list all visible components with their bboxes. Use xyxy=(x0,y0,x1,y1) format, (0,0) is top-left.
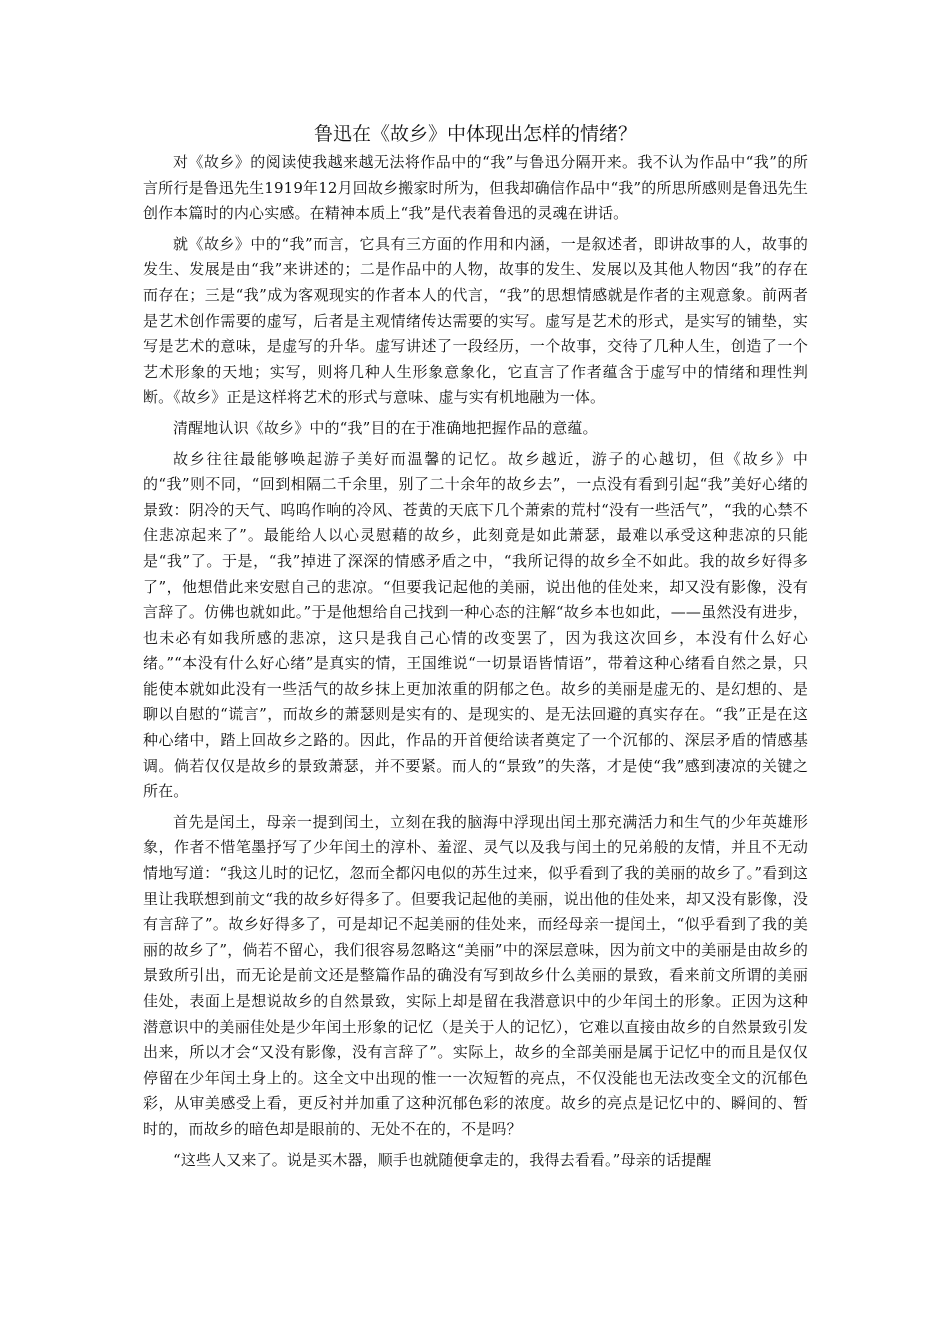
paragraph-1: 对《故乡》的阅读使我越来越无法将作品中的“我”与鲁迅分隔开来。我不认为作品中“我”的所言所行是鲁迅先生1919年12月回故乡搬家时所为，但我却确信作品中“我”的所思所感则是鲁迅先生创作本篇时的内心实感。在精神本质上“我”是代表着鲁迅的灵魂在讲话。 xyxy=(143,153,808,223)
paragraph-4: 故乡往往最能够唤起游子美好而温馨的记忆。故乡越近，游子的心越切，但《故乡》中的“我”则不同，“回到相隔二千余里，别了二十余年的故乡去”，一点没有看到引起“我”美好心绪的景致：阴冷的天气、呜呜作响的冷风、苍黄的天底下几个萧索的荒村“没有一些活气”，“我的心禁不住悲凉起来了”。最能给人以心灵慰藉的故乡，此刻竟是如此萧瑟，最难以承受这种悲凉的只能是“我”了。于是，“我”掉进了深深的情感矛盾之中，“我所记得的故乡全不如此。我的故乡好得多了”，他想借此来安慰自己的悲凉。“但要我记起他的美丽，说出他的佳处来，却又没有影像，没有言辞了。仿佛也就如此。”于是他想给自己找到一种心态的注解“故乡本也如此，——虽然没有进步，也未必有如我所感的悲凉，这只是我自己心情的改变罢了，因为我这次回乡，本没有什么好心绪。”“本没有什么好心绪”是真实的情，王国维说“一切景语皆情语”，带着这种心绪看自然之景，只能使本就如此没有一些活气的故乡抹上更加浓重的阴郁之色。故乡的美丽是虚无的、是幻想的、是聊以自慰的“谎言”，而故乡的萧瑟则是实有的、是现实的、是无法回避的真实存在。“我”正是在这种心绪中，踏上回故乡之路的。因此，作品的开首便给读者奠定了一个沉郁的、深层矛盾的情感基调。倘若仅仅是故乡的景致萧瑟，并不要紧。而人的“景致”的失落，才是使“我”感到凄凉的关键之所在。 xyxy=(143,449,808,801)
paragraph-3: 清醒地认识《故乡》中的“我”目的在于准确地把握作品的意蕴。 xyxy=(173,418,598,437)
paragraph-6: “这些人又来了。说是买木器，顺手也就随便拿走的，我得去看看。”母亲的话提醒 xyxy=(173,1150,712,1169)
paragraph-2: 就《故乡》中的“我”而言，它具有三方面的作用和内涵，一是叙述者，即讲故事的人，故事的发生、发展是由“我”来讲述的；二是作品中的人物，故事的发生、发展以及其他人物因“我”的存在而存在；三是“我”成为客观现实的作者本人的代言，“我”的思想情感就是作者的主观意象。前两者是艺术创作需要的虚写，后者是主观情绪传达需要的实写。虚写是艺术的形式，是实写的铺垫，实写是艺术的意味，是虚写的升华。虚写讲述了一段经历，一个故事，交待了几种人生，创造了一个艺术形象的天地；实写，则将几种人生形象意象化，它直言了作者蕴含于虚写中的情绪和理性判断。《故乡》正是这样将艺术的形式与意味、虚与实有机地融为一体。 xyxy=(143,234,808,407)
paragraph-5: 首先是闰土，母亲一提到闰土，立刻在我的脑海中浮现出闰土那充满活力和生气的少年英雄形象，作者不惜笔墨抒写了少年闰土的淳朴、羞涩、灵气以及我与闰土的兄弟般的友情，并且不无动情地写道：“我这儿时的记忆，忽而全都闪电似的苏生过来，似乎看到了我的美丽的故乡了。”看到这里让我联想到前文“我的故乡好得多了。但要我记起他的美丽，说出他的佳处来，却又没有影像，没有言辞了”。故乡好得多了，可是却记不起美丽的佳处来，而经母亲一提闰土，“似乎看到了我的美丽的故乡了”，倘若不留心，我们很容易忽略这“美丽”中的深层意味，因为前文中的美丽是由故乡的景致所引出，而无论是前文还是整篇作品的确没有写到故乡什么美丽的景致，看来前文所谓的美丽佳处，表面上是想说故乡的自然景致，实际上却是留在我潜意识中的少年闰土的形象。正因为这种潜意识中的美丽佳处是少年闰土形象的记忆（是关于人的记忆），它难以直接由故乡的自然景致引发出来，所以才会“又没有影像，没有言辞了”。实际上，故乡的全部美丽是属于记忆中的而且是仅仅停留在少年闰土身上的。这全文中出现的惟一一次短暂的亮点，不仅没能也无法改变全文的沉郁色彩，从审美感受上看，更反衬并加重了这种沉郁色彩的浓度。故乡的亮点是记忆中的、瞬间的、暂时的，而故乡的暗色却是眼前的、无处不在的，不是吗？ xyxy=(143,812,808,1138)
document-title: 鲁迅在《故乡》中体现出怎样的情绪？ xyxy=(313,123,637,145)
document-page xyxy=(143,120,808,1178)
